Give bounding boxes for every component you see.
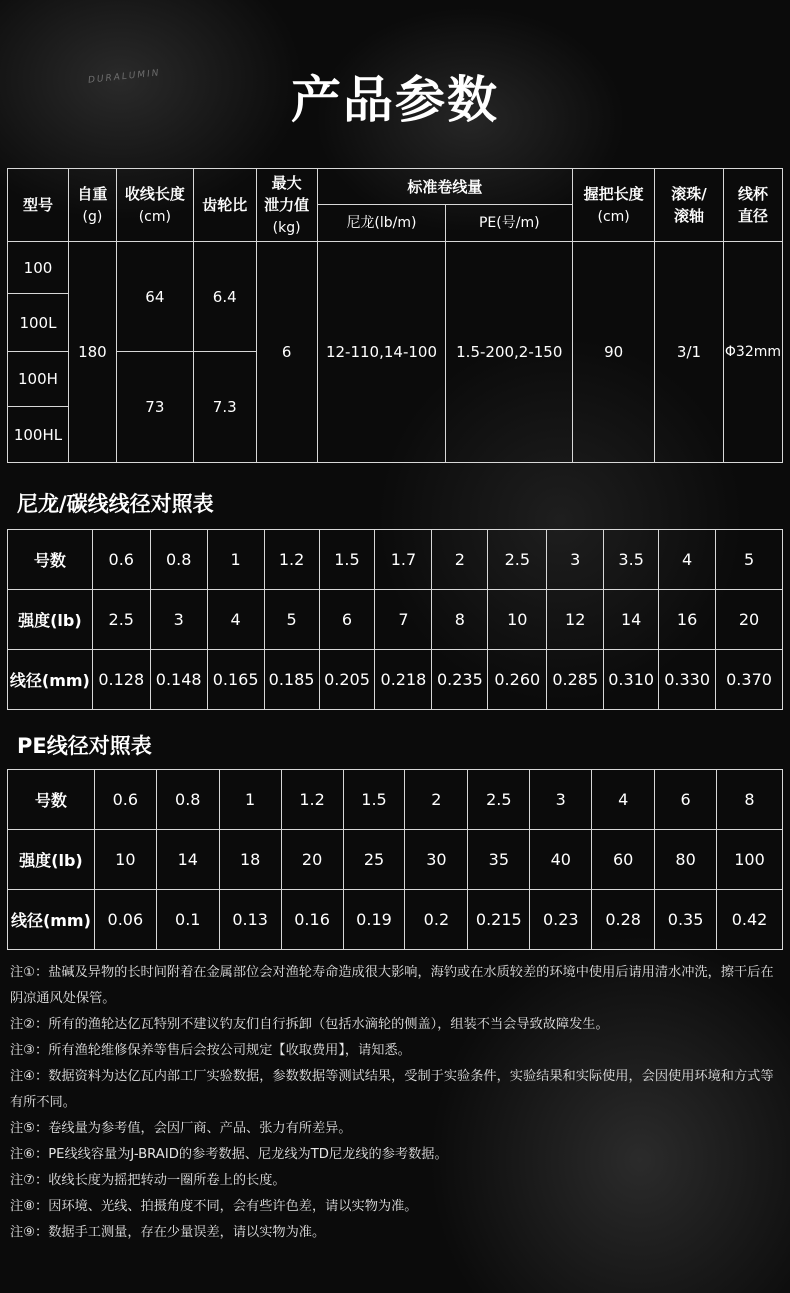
value-cell: 3 xyxy=(150,590,207,650)
value-cell: 2 xyxy=(405,770,468,830)
value-cell: 1.5 xyxy=(343,770,405,830)
value-cell: 1.7 xyxy=(375,530,432,590)
value-cell: 0.16 xyxy=(281,890,343,950)
value-cell: 8 xyxy=(717,770,783,830)
retrieve-cell: 73 xyxy=(116,352,193,463)
row-label: 强度(lb) xyxy=(8,590,93,650)
note-item: 注①：盐碱及异物的长时间附着在金属部位会对渔轮寿命造成很大影响，海钓或在水质较差的环境中使用后请用清水冲洗，擦干后在阴凉通风处保管。 xyxy=(10,965,774,1006)
pe-capacity-cell: 1.5-200,2-150 xyxy=(446,242,573,463)
model-cell: 100L xyxy=(8,294,69,352)
pe-table xyxy=(7,769,783,950)
table-row xyxy=(8,650,783,710)
value-cell: 6 xyxy=(655,770,717,830)
value-cell: 7 xyxy=(375,590,432,650)
header-nylon: 尼龙(lb/m) xyxy=(317,205,446,242)
value-cell: 40 xyxy=(530,830,592,890)
value-cell: 35 xyxy=(468,830,530,890)
gear-cell: 6.4 xyxy=(193,242,256,352)
value-cell: 0.23 xyxy=(530,890,592,950)
value-cell: 0.370 xyxy=(716,650,783,710)
value-cell: 30 xyxy=(405,830,468,890)
value-cell: 0.1 xyxy=(156,890,219,950)
value-cell: 0.235 xyxy=(432,650,488,710)
note-item: 注④：数据资料为达亿瓦内部工厂实验数据，参数数据等测试结果，受制于实验条件，实验结果和实际使用，会因使用环境和方式等有所不同。 xyxy=(10,1069,774,1110)
value-cell: 0.205 xyxy=(319,650,375,710)
value-cell: 1 xyxy=(207,530,264,590)
value-cell: 1.2 xyxy=(281,770,343,830)
note-item: 注⑧：因环境、光线、拍摄角度不同，会有些许色差，请以实物为准。 xyxy=(10,1199,418,1214)
value-cell: 0.2 xyxy=(405,890,468,950)
value-cell: 2.5 xyxy=(488,530,547,590)
note-item: 注⑥：PE线线容量为J-BRAID的参考数据、尼龙线为TD尼龙线的参考数据。 xyxy=(10,1147,448,1162)
row-label: 号数 xyxy=(8,770,95,830)
value-cell: 0.218 xyxy=(375,650,432,710)
header-pe: PE(号/m) xyxy=(446,205,573,242)
value-cell: 10 xyxy=(488,590,547,650)
retrieve-cell: 64 xyxy=(116,242,193,352)
table-row xyxy=(8,530,783,590)
handle-cell: 90 xyxy=(573,242,655,463)
value-cell: 14 xyxy=(156,830,219,890)
value-cell: 4 xyxy=(207,590,264,650)
nylon-section-title: 尼龙/碳线线径对照表 xyxy=(17,492,214,516)
header-gear: 齿轮比 xyxy=(193,169,256,242)
value-cell: 0.6 xyxy=(92,530,150,590)
value-cell: 3 xyxy=(547,530,604,590)
value-cell: 0.19 xyxy=(343,890,405,950)
brand-mark: DURALUMIN xyxy=(87,68,162,86)
value-cell: 0.42 xyxy=(717,890,783,950)
table-row xyxy=(8,830,783,890)
value-cell: 20 xyxy=(716,590,783,650)
header-spool: 线杯 直径 xyxy=(723,169,782,242)
value-cell: 20 xyxy=(281,830,343,890)
value-cell: 1.2 xyxy=(264,530,319,590)
header-bearing: 滚珠/ 滚轴 xyxy=(655,169,724,242)
nylon-capacity-cell: 12-110,14-100 xyxy=(317,242,446,463)
value-cell: 0.285 xyxy=(547,650,604,710)
value-cell: 0.06 xyxy=(94,890,156,950)
value-cell: 3 xyxy=(530,770,592,830)
row-label: 号数 xyxy=(8,530,93,590)
value-cell: 12 xyxy=(547,590,604,650)
header-retrieve: 收线长度 (cm) xyxy=(116,169,193,242)
header-capacity: 标准卷线量 xyxy=(317,169,573,205)
value-cell: 1 xyxy=(219,770,281,830)
bearing-cell: 3/1 xyxy=(655,242,724,463)
row-label: 线径(mm) xyxy=(8,890,95,950)
pe-section-title: PE线径对照表 xyxy=(17,734,152,758)
notes-list xyxy=(10,960,780,1246)
value-cell: 0.165 xyxy=(207,650,264,710)
header-model: 型号 xyxy=(8,169,69,242)
gear-cell: 7.3 xyxy=(193,352,256,463)
table-row xyxy=(8,590,783,650)
header-weight: 自重 (g) xyxy=(68,169,116,242)
page-title: 产品参数 xyxy=(291,71,499,129)
value-cell: 60 xyxy=(592,830,655,890)
note-item: 注②：所有的渔轮达亿瓦特别不建议钓友们自行拆卸（包括水滴轮的侧盖），组装不当会导致故障发生。 xyxy=(10,1017,609,1032)
value-cell: 100 xyxy=(717,830,783,890)
value-cell: 6 xyxy=(319,590,375,650)
model-cell: 100HL xyxy=(8,407,69,463)
row-label: 强度(lb) xyxy=(8,830,95,890)
value-cell: 2 xyxy=(432,530,488,590)
value-cell: 0.8 xyxy=(156,770,219,830)
header-drag: 最大 泄力值 (kg) xyxy=(256,169,317,242)
value-cell: 8 xyxy=(432,590,488,650)
table-row xyxy=(8,890,783,950)
value-cell: 2.5 xyxy=(92,590,150,650)
spool-cell: Φ32mm xyxy=(723,242,782,463)
value-cell: 2.5 xyxy=(468,770,530,830)
value-cell: 0.215 xyxy=(468,890,530,950)
value-cell: 16 xyxy=(659,590,716,650)
value-cell: 1.5 xyxy=(319,530,375,590)
note-item: 注⑨：数据手工测量，存在少量误差，请以实物为准。 xyxy=(10,1225,326,1240)
spec-table xyxy=(7,168,783,463)
value-cell: 0.148 xyxy=(150,650,207,710)
nylon-table xyxy=(7,529,783,710)
weight-cell: 180 xyxy=(68,242,116,463)
value-cell: 0.330 xyxy=(659,650,716,710)
value-cell: 4 xyxy=(592,770,655,830)
value-cell: 0.260 xyxy=(488,650,547,710)
note-item: 注⑤：卷线量为参考值，会因厂商、产品、张力有所差异。 xyxy=(10,1121,352,1136)
drag-cell: 6 xyxy=(256,242,317,463)
value-cell: 0.35 xyxy=(655,890,717,950)
value-cell: 0.13 xyxy=(219,890,281,950)
value-cell: 0.28 xyxy=(592,890,655,950)
value-cell: 10 xyxy=(94,830,156,890)
value-cell: 5 xyxy=(716,530,783,590)
value-cell: 18 xyxy=(219,830,281,890)
note-item: 注⑦：收线长度为摇把转动一圈所卷上的长度。 xyxy=(10,1173,286,1188)
value-cell: 0.128 xyxy=(92,650,150,710)
value-cell: 4 xyxy=(659,530,716,590)
value-cell: 0.310 xyxy=(604,650,659,710)
value-cell: 5 xyxy=(264,590,319,650)
value-cell: 0.6 xyxy=(94,770,156,830)
value-cell: 25 xyxy=(343,830,405,890)
header-handle: 握把长度 (cm) xyxy=(573,169,655,242)
note-item: 注③：所有渔轮维修保养等售后会按公司规定【收取费用】，请知悉。 xyxy=(10,1043,411,1058)
table-row xyxy=(8,770,783,830)
model-cell: 100 xyxy=(8,242,69,294)
value-cell: 0.8 xyxy=(150,530,207,590)
value-cell: 3.5 xyxy=(604,530,659,590)
value-cell: 80 xyxy=(655,830,717,890)
value-cell: 0.185 xyxy=(264,650,319,710)
model-cell: 100H xyxy=(8,352,69,407)
row-label: 线径(mm) xyxy=(8,650,93,710)
value-cell: 14 xyxy=(604,590,659,650)
